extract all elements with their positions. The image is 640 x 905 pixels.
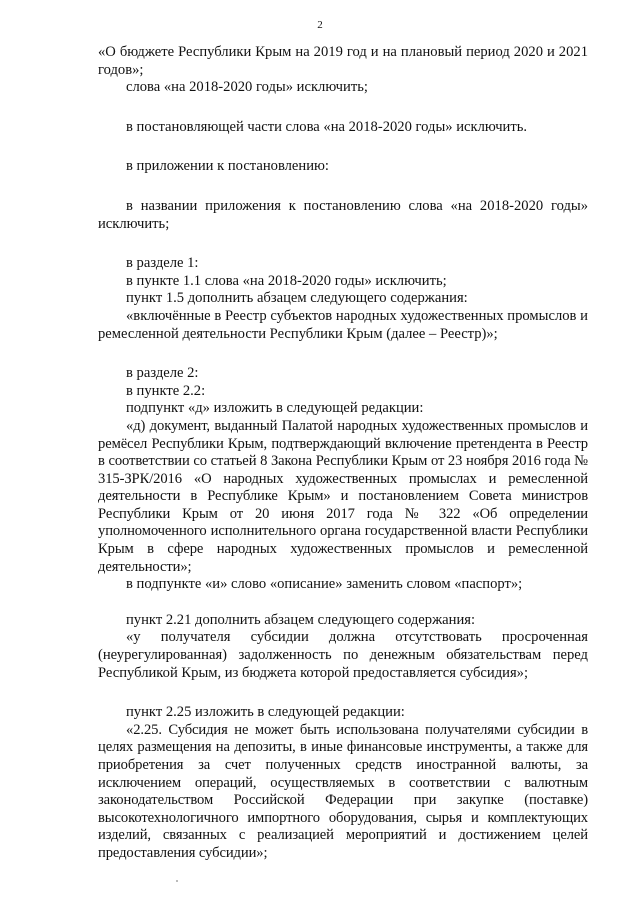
paragraph: пункт 2.25 изложить в следующей редакции: bbox=[126, 704, 405, 721]
paragraph: пункт 1.5 дополнить абзацем следующего содержания: bbox=[126, 290, 468, 307]
section-heading: в разделе 2: bbox=[126, 365, 199, 382]
paragraph: подпункт «д» изложить в следующей редакции: bbox=[126, 400, 424, 417]
paragraph: «включённые в Реестр субъектов народных художественных промыслов и ремесленной деятельности Республики Крым (далее – Реестр)»; bbox=[98, 307, 588, 342]
section-heading: в разделе 1: bbox=[126, 255, 199, 272]
page-number: 2 bbox=[317, 19, 323, 31]
paragraph: пункт 2.21 дополнить абзацем следующего содержания: bbox=[126, 611, 476, 628]
paragraph: «д) документ, выданный Палатой народных художественных промыслов и ремёсел Республики Крым, подтверждающий включение претендента в Реестр в соответствии со статьей 8 Закона Республики Крым от 23 ноября 2016 года № 315-ЗРК/2016 «О народных художественных промыслах и ремесленной деятельности в Республике Крым» и постановлением Совета министров Республики Крым от 20 июня 2017 года № 322 «Об определении уполномоченного исполнительного органа государственной власти Республики Крым в сфере народных художественных промыслов и ремесленной деятельности»; bbox=[98, 417, 588, 575]
paragraph: в пункте 2.2: bbox=[126, 382, 206, 399]
paragraph: в названии приложения к постановлению слова «на 2018-2020 годы» исключить; bbox=[98, 197, 588, 232]
paragraph: в приложении к постановлению: bbox=[126, 158, 329, 175]
scan-speck bbox=[176, 880, 178, 882]
document-body bbox=[98, 44, 588, 863]
paragraph: слова «на 2018-2020 годы» исключить; bbox=[126, 79, 368, 96]
paragraph: в постановляющей части слова «на 2018-2020 годы» исключить. bbox=[126, 118, 528, 135]
paragraph: «О бюджете Республики Крым на 2019 год и на плановый период 2020 и 2021 годов»; bbox=[98, 44, 588, 78]
paragraph: в подпункте «и» слово «описание» заменить словом «паспорт»; bbox=[126, 576, 523, 593]
paragraph: в пункте 1.1 слова «на 2018-2020 годы» исключить; bbox=[126, 272, 447, 289]
paragraph: «2.25. Субсидия не может быть использована получателями субсидии в целях размещения на депозиты, в иные финансовые инструменты, а также для приобретения за счет полученных средств иностранной валюты, за исключением операций, осуществляемых в соответствии с валютным законодательством Российской Федерации при закупке (поставке) высокотехнологичного импортного оборудования, сырья и комплектующих изделий, связанных с реализацией мероприятий и достижением целей предоставления субсидии»; bbox=[98, 721, 588, 861]
paragraph: «у получателя субсидии должна отсутствовать просроченная (неурегулированная) задолженность по денежным обязательствам перед Республикой Крым, из бюджета которой предоставляется субсидия»; bbox=[98, 629, 588, 681]
